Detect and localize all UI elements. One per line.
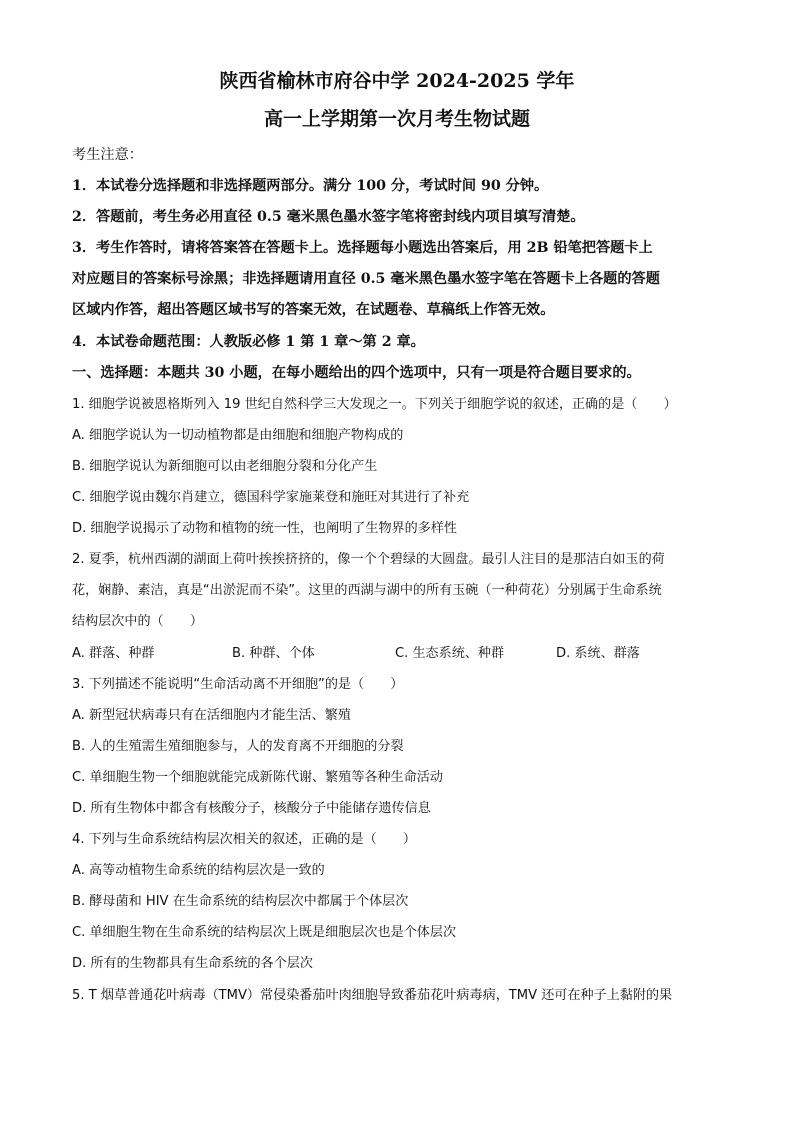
q2-option-a: A. 群落、种群 <box>72 645 155 661</box>
q1-stem: 1. 细胞学说被恩格斯列入 19 世纪自然科学三大发现之一。下列关于细胞学说的叙述，正确的是（ ） <box>72 396 677 412</box>
note-1: 1．本试卷分选择题和非选择题两部分。满分 100 分，考试时间 90 分钟。 <box>72 178 549 195</box>
q3-option-b: B. 人的生殖需生殖细胞参与，人的发育离不开细胞的分裂 <box>72 738 404 754</box>
q5-stem: 5. T 烟草普通花叶病毒（TMV）常侵染番茄叶肉细胞导致番茄花叶病毒病，TMV 还可在种子上黏附的果 <box>72 987 673 1003</box>
note-4: 4．本试卷命题范围：人教版必修 1 第 1 章～第 2 章。 <box>72 333 425 350</box>
question-2 <box>72 544 722 668</box>
exam-notes <box>72 140 722 389</box>
notes-heading: 考生注意： <box>72 147 143 163</box>
q3-option-a: A. 新型冠状病毒只有在活细胞内才能生活、繁殖 <box>72 707 351 723</box>
question-3 <box>72 669 722 824</box>
note-3-line3: 区域内作答，超出答题区域书写的答案无效，在试题卷、草稿纸上作答无效。 <box>72 302 555 319</box>
q1-option-c: C. 细胞学说由魏尔肖建立，德国科学家施莱登和施旺对其进行了补充 <box>72 490 470 506</box>
q4-option-c: C. 单细胞生物在生命系统的结构层次上既是细胞层次也是个体层次 <box>72 925 457 941</box>
q2-stem-line3: 结构层次中的（ ） <box>72 614 203 630</box>
note-3-line1: 3．考生作答时，请将答案答在答题卡上。选择题每小题选出答案后，用 2B 铅笔把答题卡上 <box>72 240 653 257</box>
exam-title-line1: 陕西省榆林市府谷中学 2024-2025 学年 <box>219 70 575 92</box>
note-3-line2: 对应题目的答案标号涂黑；非选择题请用直径 0.5 毫米黑色墨水签字笔在答题卡上各题的答题 <box>72 271 660 288</box>
exam-page <box>72 62 722 1011</box>
q4-option-d: D. 所有的生物都具有生命系统的各个层次 <box>72 956 313 972</box>
q2-stem-line2: 花，娴静、素洁，真是“出淤泥而不染”。这里的西湖与湖中的所有玉碗（一种荷花）分别属于生命系统 <box>72 583 662 599</box>
q2-option-b: B. 种群、个体 <box>232 645 315 661</box>
q2-option-c: C. 生态系统、种群 <box>395 645 505 661</box>
q4-option-a: A. 高等动植物生命系统的结构层次是一致的 <box>72 863 325 879</box>
q1-option-a: A. 细胞学说认为一切动植物都是由细胞和细胞产物构成的 <box>72 427 404 443</box>
q1-option-d: D. 细胞学说揭示了动物和植物的统一性，也阐明了生物界的多样性 <box>72 521 458 537</box>
question-5 <box>72 980 722 1011</box>
q1-option-b: B. 细胞学说认为新细胞可以由老细胞分裂和分化产生 <box>72 458 378 474</box>
section-heading: 一、选择题：本题共 30 小题，在每小题给出的四个选项中，只有一项是符合题目要求的。 <box>72 364 641 381</box>
q4-option-b: B. 酵母菌和 HIV 在生命系统的结构层次中都属于个体层次 <box>72 894 409 910</box>
q3-option-c: C. 单细胞生物一个细胞就能完成新陈代谢、繁殖等各种生命活动 <box>72 769 443 785</box>
q2-option-d: D. 系统、群落 <box>556 645 640 661</box>
q3-stem: 3. 下列描述不能说明“生命活动离不开细胞”的是（ ） <box>72 676 404 692</box>
note-2: 2．答题前，考生务必用直径 0.5 毫米黑色墨水签字笔将密封线内项目填写清楚。 <box>72 209 585 226</box>
q4-stem: 4. 下列与生命系统结构层次相关的叙述，正确的是（ ） <box>72 832 416 848</box>
q3-option-d: D. 所有生物体中都含有核酸分子，核酸分子中能储存遗传信息 <box>72 800 431 816</box>
q2-options <box>72 638 722 669</box>
exam-title-line2: 高一上学期第一次月考生物试题 <box>263 108 530 130</box>
question-4 <box>72 824 722 979</box>
question-1 <box>72 389 722 544</box>
q2-stem-line1: 2. 夏季，杭州西湖的湖面上荷叶挨挨挤挤的，像一个个碧绿的大圆盘。最引人注目的是那洁白如玉的荷 <box>72 552 665 568</box>
